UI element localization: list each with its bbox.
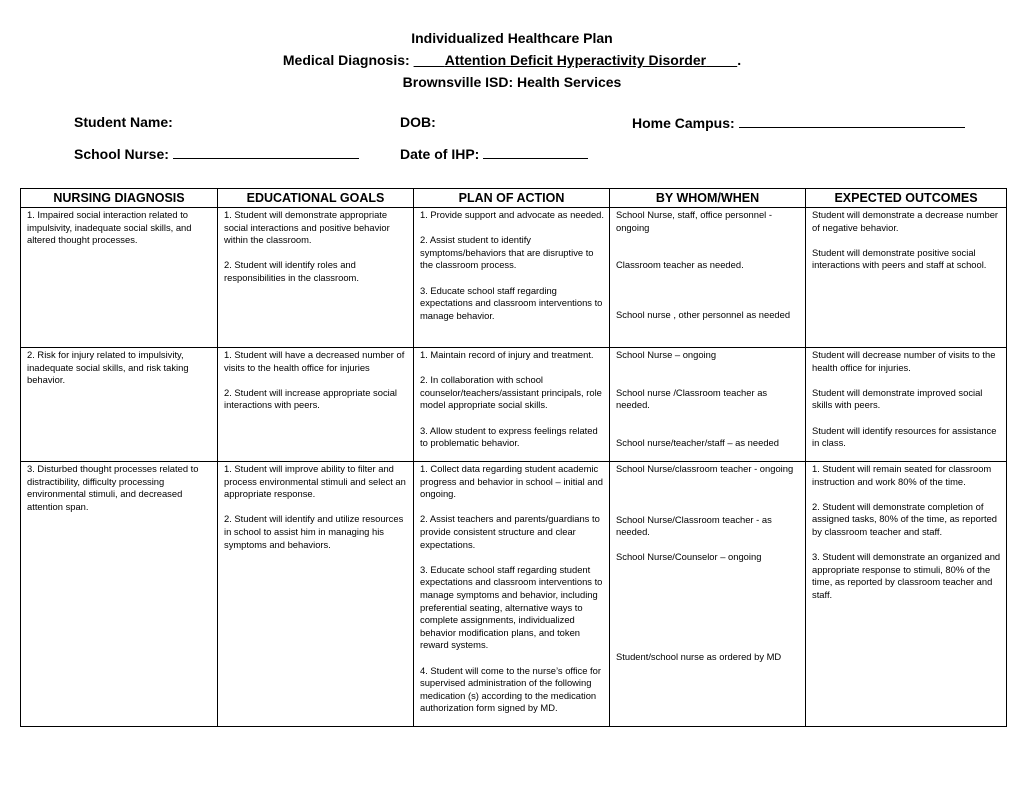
school-nurse-blank[interactable] [173, 145, 359, 159]
student-name-label: Student Name: [74, 114, 173, 130]
school-nurse-label: School Nurse: [74, 146, 169, 162]
column-header-educational-goals: EDUCATIONAL GOALS [218, 189, 414, 208]
date-of-ihp-field[interactable] [400, 145, 588, 162]
district-name: Brownsville ISD: Health Services [402, 74, 622, 90]
plan-of-action-cell: 1. Maintain record of injury and treatment. 2. In collaboration with school counselor/teachers/assistant principals, role model appropriate social skills. 3. Allow student to express feelings related to problematic behavior. [414, 348, 610, 462]
home-campus-blank[interactable] [739, 114, 965, 128]
column-header-expected-outcomes: EXPECTED OUTCOMES [806, 189, 1007, 208]
plan-of-action-cell: 1. Collect data regarding student academic progress and behavior in school – initial and ongoing. 2. Assist teachers and parents/guardians to provide consistent structure and clear expectations. 3. Educate school staff regarding student expectations and classroom interventions to manage symptoms and behavior, including preferential seating, alternative ways to complete assignments, individualized behavior modification plans, and token reward systems. 4. Student will come to the nurse’s office for supervised administration of the following medication (s) according to the medication authorization form signed by MD. [414, 462, 610, 727]
date-of-ihp-blank[interactable] [483, 145, 588, 159]
table-row [21, 208, 1007, 348]
nursing-diagnosis-cell: 3. Disturbed thought processes related to distractibility, difficulty processing environmental stimuli, and decreased attention span. [21, 462, 218, 727]
expected-outcomes-cell: Student will decrease number of visits to the health office for injuries. Student will demonstrate improved social skills with peers. Student will identify resources for assistance in class. [806, 348, 1007, 462]
home-campus-label: Home Campus: [632, 115, 735, 131]
by-whom-when-cell: School Nurse/classroom teacher - ongoing School Nurse/Classroom teacher - as needed. School Nurse/Counselor – ongoing Student/school nurse as ordered by MD [610, 462, 806, 727]
table-row [21, 462, 1007, 727]
document-title: Individualized Healthcare Plan [411, 30, 613, 46]
table-row [21, 348, 1007, 462]
medical-diagnosis-label: Medical Diagnosis: [282, 52, 410, 68]
medical-diagnosis-value: Attention Deficit Hyperactivity Disorder [444, 52, 707, 68]
table-header-row [21, 189, 1007, 208]
plan-of-action-cell: 1. Provide support and advocate as needed. 2. Assist student to identify symptoms/behaviors that are disruptive to the classroom process. 3. Educate school staff regarding expectations and classroom interventions to manage behavior. [414, 208, 610, 348]
date-of-ihp-label: Date of IHP: [400, 146, 480, 162]
by-whom-when-cell: School Nurse – ongoing School nurse /Classroom teacher as needed. School nurse/teacher/staff – as needed [610, 348, 806, 462]
expected-outcomes-cell: Student will demonstrate a decrease number of negative behavior. Student will demonstrate positive social interactions with peers and staff at school. [806, 208, 1007, 348]
column-header-by-whom-when: BY WHOM/WHEN [610, 189, 806, 208]
nursing-diagnosis-cell: 1. Impaired social interaction related to impulsivity, inadequate social skills, and altered thought processes. [21, 208, 218, 348]
column-header-plan-of-action: PLAN OF ACTION [414, 189, 610, 208]
educational-goals-cell: 1. Student will demonstrate appropriate social interactions and positive behavior within the classroom. 2. Student will identify roles and responsibilities in the classroom. [218, 208, 414, 348]
home-campus-field[interactable] [632, 114, 965, 131]
student-name-field[interactable] [74, 114, 173, 130]
dob-label: DOB: [400, 114, 436, 130]
by-whom-when-cell: School Nurse, staff, office personnel - ongoing Classroom teacher as needed. School nurse , other personnel as needed [610, 208, 806, 348]
school-nurse-field[interactable] [74, 145, 359, 162]
column-header-nursing-diagnosis: NURSING DIAGNOSIS [21, 189, 218, 208]
healthcare-plan-table [20, 188, 1007, 727]
educational-goals-cell: 1. Student will have a decreased number of visits to the health office for injuries 2. Student will increase appropriate social interactions with peers. [218, 348, 414, 462]
educational-goals-cell: 1. Student will improve ability to filter and process environmental stimuli and select an appropriate response. 2. Student will identify and utilize resources in school to assist him in managing his symptoms and behaviors. [218, 462, 414, 727]
nursing-diagnosis-cell: 2. Risk for injury related to impulsivity, inadequate social skills, and risk taking behavior. [21, 348, 218, 462]
medical-diagnosis-line: Medical Diagnosis: Attention Deficit Hyperactivity Disorder . [282, 52, 742, 68]
expected-outcomes-cell: 1. Student will remain seated for classroom instruction and work 80% of the time. 2. Student will demonstrate completion of assigned tasks, 80% of the time, as reported by classroom teacher and staff. 3. Student will demonstrate an organized and appropriate response to stimuli, 80% of the time, as reported by classroom teacher and staff. [806, 462, 1007, 727]
dob-field[interactable] [400, 114, 436, 130]
